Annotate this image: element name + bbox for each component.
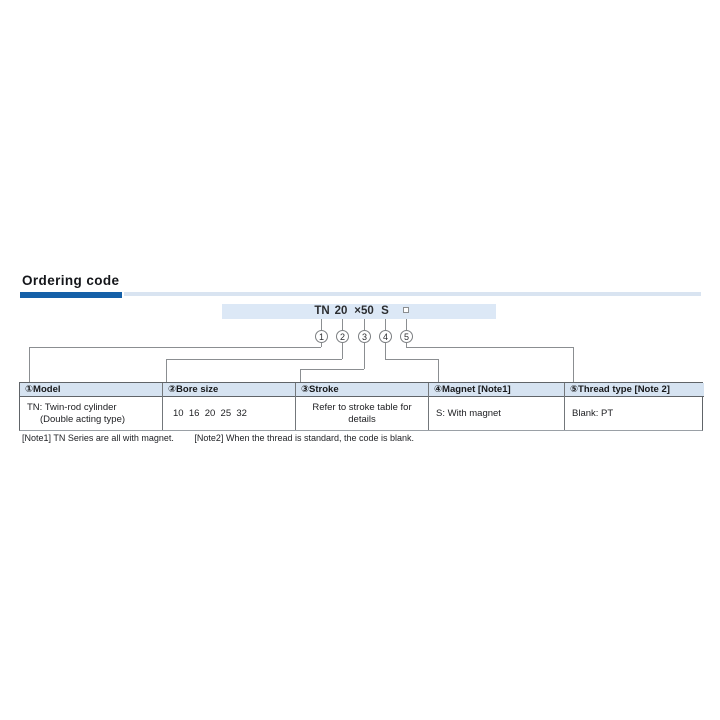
table-cell-model: [20, 397, 162, 430]
cell-text: S: With magnet: [436, 407, 501, 419]
column-header-stroke: ③Stroke: [296, 383, 428, 397]
table-cell-stroke: [296, 397, 428, 430]
circle-number-2: 2: [336, 330, 349, 343]
column-header-thread-type: ⑤Thread type [Note 2]: [565, 383, 704, 397]
connector-line: [573, 347, 574, 382]
connector-line: [300, 369, 364, 370]
connector-stub-1: [321, 319, 322, 330]
circle-number-3: 3: [358, 330, 371, 343]
table-column-stroke: [295, 383, 428, 430]
code-bore: 20: [334, 305, 348, 317]
circle-number-1: 1: [315, 330, 328, 343]
cell-text: details: [348, 413, 376, 425]
table-column-bore-size: [162, 383, 295, 430]
cell-text: TN: Twin-rod cylinder: [27, 402, 117, 413]
connector-line: [385, 343, 386, 359]
table-cell-bore-size: [163, 397, 295, 430]
table-cell-magnet: [429, 397, 564, 430]
cell-text: Refer to stroke table for: [312, 402, 412, 413]
connector-stub-4: [385, 319, 386, 330]
connector-line: [321, 343, 322, 347]
circle-number-4: 4: [379, 330, 392, 343]
connector-line: [342, 343, 343, 359]
section-title: Ordering code: [22, 273, 120, 288]
connector-line: [385, 359, 438, 360]
connector-stub-5: [406, 319, 407, 330]
connector-line: [166, 359, 167, 382]
column-header-magnet: ④Magnet [Note1]: [429, 383, 564, 397]
connector-line: [29, 347, 30, 382]
connector-line: [166, 359, 342, 360]
connector-line: [406, 347, 573, 348]
footnote-2: [Note2] When the thread is standard, the code is blank.: [194, 433, 415, 443]
cell-text: 10 16 20 25 32: [173, 407, 247, 419]
column-header-model: ①Model: [20, 383, 162, 397]
circle-number-5: 5: [400, 330, 413, 343]
connector-line: [29, 347, 321, 348]
footnotes: [22, 433, 414, 443]
code-stroke: ×50: [354, 305, 374, 317]
connector-stub-3: [364, 319, 365, 330]
cell-text: Blank: PT: [572, 407, 614, 419]
table-column-model: [20, 383, 162, 430]
ordering-code-table: [19, 382, 703, 431]
table-column-thread-type: [564, 383, 704, 430]
connector-line: [364, 343, 365, 369]
footnote-1: [Note1] TN Series are all with magnet.: [22, 433, 174, 443]
connector-stub-2: [342, 319, 343, 330]
connector-line: [300, 369, 301, 382]
code-magnet: S: [381, 305, 389, 317]
column-header-bore-size: ②Bore size: [163, 383, 295, 397]
heading-accent-bar-dark: [20, 292, 122, 298]
table-column-magnet: [428, 383, 564, 430]
connector-line: [438, 359, 439, 382]
table-cell-thread-type: [565, 397, 704, 430]
code-model: TN: [314, 305, 330, 317]
empty-square-icon: [403, 307, 409, 313]
heading-accent-bar-light: [124, 292, 701, 296]
cell-text: (Double acting type): [40, 413, 126, 425]
